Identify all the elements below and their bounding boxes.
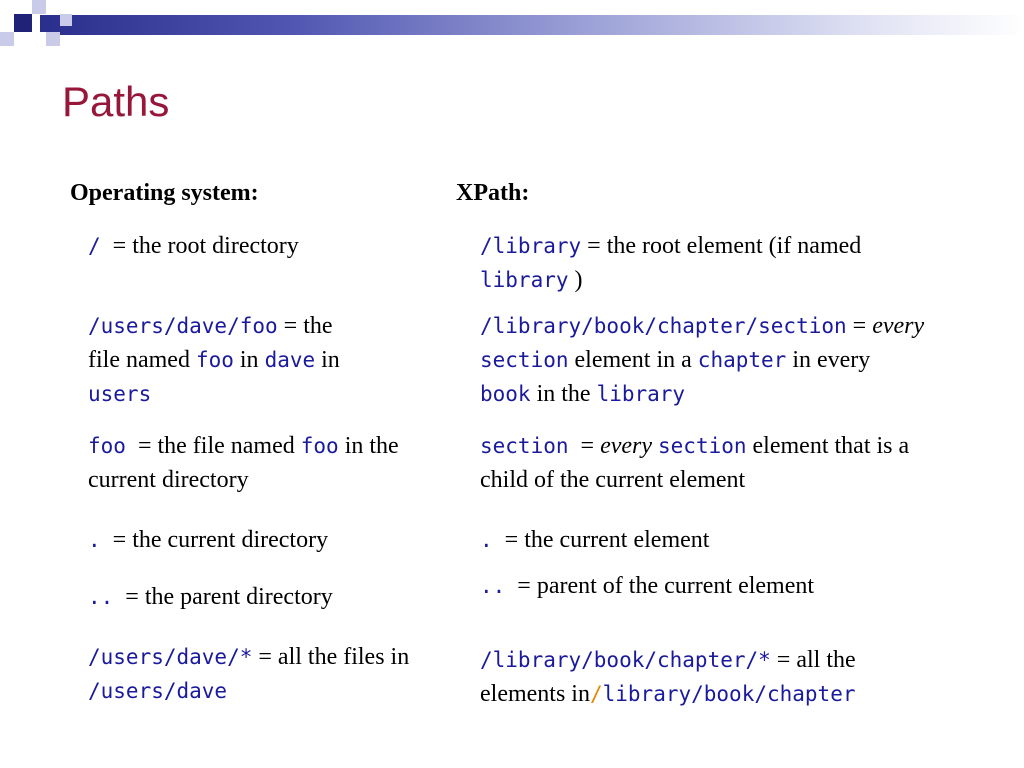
xpath-child-desc: element that is a child of the current element [480, 433, 910, 493]
xpath-sect-code: /library/book/chapter/section [480, 314, 847, 338]
xpath-root-lib: library [480, 268, 569, 292]
header-square [14, 14, 32, 32]
xpath-dotdot-code: .. [480, 574, 506, 598]
xpath-sect-book: book [480, 382, 531, 406]
os-file-desc: file named [88, 347, 190, 373]
os-all-path: /users/dave [88, 679, 228, 703]
slide-title: Paths [62, 78, 170, 125]
os-all-item [88, 640, 448, 708]
xpath-all-desc: = all the elements in [480, 647, 856, 707]
xpath-child-every: every [600, 433, 653, 459]
os-cur-desc: in the current directory [88, 433, 399, 493]
os-dot-desc: = the current directory [112, 527, 329, 553]
xpath-sect-library: library [596, 382, 686, 406]
os-dot-item [88, 523, 428, 557]
xpath-sect-chapter: chapter [697, 348, 787, 372]
os-all-desc: = all the files in [258, 644, 410, 670]
header-square [32, 0, 46, 14]
os-root-item [88, 229, 428, 263]
os-file-desc: in [321, 347, 340, 373]
xpath-sect-eq: = [852, 313, 867, 339]
xpath-heading: XPath: [456, 180, 530, 206]
xpath-child-code: section [480, 434, 569, 458]
xpath-child-eq: = [580, 433, 595, 459]
os-file-users: users [88, 382, 152, 406]
header-square [60, 14, 72, 26]
xpath-all-slash: / [589, 682, 603, 706]
os-dotdot-code: .. [88, 585, 114, 609]
xpath-child-item [480, 429, 920, 497]
xpath-sect-section: section [480, 348, 569, 372]
xpath-sect-desc: element in a [574, 347, 692, 373]
xpath-sect-desc: in the [536, 381, 591, 407]
os-file-foo: foo [195, 348, 234, 372]
os-dot-code: . [88, 528, 101, 552]
os-file-dave: dave [264, 348, 316, 372]
header-square [46, 32, 60, 46]
xpath-sect-desc: in every [792, 347, 871, 373]
os-file-code: /users/dave/foo [88, 314, 278, 338]
os-heading: Operating system: [70, 180, 259, 206]
os-dotdot-item [88, 580, 428, 614]
xpath-dotdot-desc: = parent of the current element [517, 573, 815, 599]
xpath-root-desc: = the root element (if named [587, 233, 862, 259]
os-file-item [88, 309, 428, 411]
xpath-all-path: library/book/chapter [602, 682, 856, 706]
os-all-code: /users/dave/* [88, 645, 253, 669]
xpath-sect-every: every [872, 313, 925, 339]
os-cur-code: foo [88, 434, 126, 458]
os-cur-desc: = the file named [137, 433, 295, 459]
os-root-desc: = the root directory [112, 233, 299, 259]
xpath-dot-code: . [480, 528, 493, 552]
xpath-child-section: section [658, 434, 747, 458]
os-current-file-item [88, 429, 448, 497]
header-square [0, 32, 14, 46]
header-square [32, 32, 46, 46]
os-file-desc: in [239, 347, 259, 373]
xpath-root-item [480, 229, 920, 297]
os-cur-foo: foo [300, 434, 339, 458]
xpath-section-item [480, 309, 940, 411]
xpath-dot-desc: = the current element [504, 527, 710, 553]
xpath-all-item [480, 643, 940, 711]
os-root-code: / [88, 234, 101, 258]
os-file-desc: = the [283, 313, 333, 339]
xpath-root-code: /library [480, 234, 582, 258]
xpath-dot-item [480, 523, 920, 557]
xpath-dotdot-item [480, 569, 920, 603]
xpath-root-close: ) [574, 267, 583, 293]
xpath-all-code: /library/book/chapter/* [480, 648, 771, 672]
os-dotdot-desc: = the parent directory [125, 584, 333, 610]
header-gradient-bar [40, 15, 1024, 35]
